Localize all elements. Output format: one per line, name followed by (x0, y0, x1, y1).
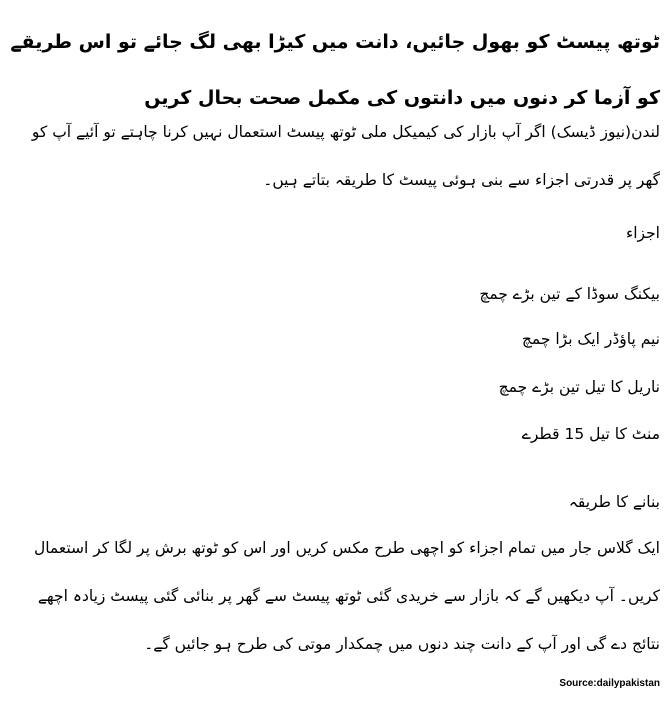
ingredient-item: منٹ کا تیل 15 قطرے (521, 425, 660, 443)
article-intro: لندن(نیوز ڈیسک) اگر آپ بازار کی کیمیکل ملی ٹوتھ پیسٹ استعمال نہیں کرنا چاہتے تو آئیے آپ کو گھر پر قدرتی اجزاء سے بنی ہوئی پیسٹ کا طریقہ بتاتے ہیں۔ (31, 123, 660, 189)
ingredient-item: بیکنگ سوڈا کے تین بڑے چمچ (479, 285, 660, 303)
source-credit: Source:dailypakistan (559, 678, 660, 689)
method-heading: بنانے کا طریقہ (568, 493, 660, 511)
ingredient-item: نیم پاؤڈر ایک بڑا چمچ (521, 330, 660, 348)
ingredient-item: ناریل کا تیل تین بڑے چمچ (498, 378, 660, 396)
article-headline: ٹوتھ پیسٹ کو بھول جائیں، دانت میں کیڑا بھی لگ جائے تو اس طریقے کو آزما کر دنوں میں دانتوں کی مکمل صحت بحال کریں (10, 31, 660, 109)
method-paragraph: ایک گلاس جار میں تمام اجزاء کو اچھی طرح مکس کریں اور اس کو ٹوتھ برش پر لگا کر استعمال کریں۔ آپ دیکھیں گے کہ بازار سے خریدی گئی ٹوتھ پیسٹ سے گھر پر بنائی گئی پیسٹ زیادہ اچھے نتائج دے گی اور آپ کے دانت چند دنوں میں چمکدار موتی کی طرح ہو جائیں گے۔ (33, 539, 660, 653)
ingredients-heading: اجزاء (625, 224, 660, 242)
